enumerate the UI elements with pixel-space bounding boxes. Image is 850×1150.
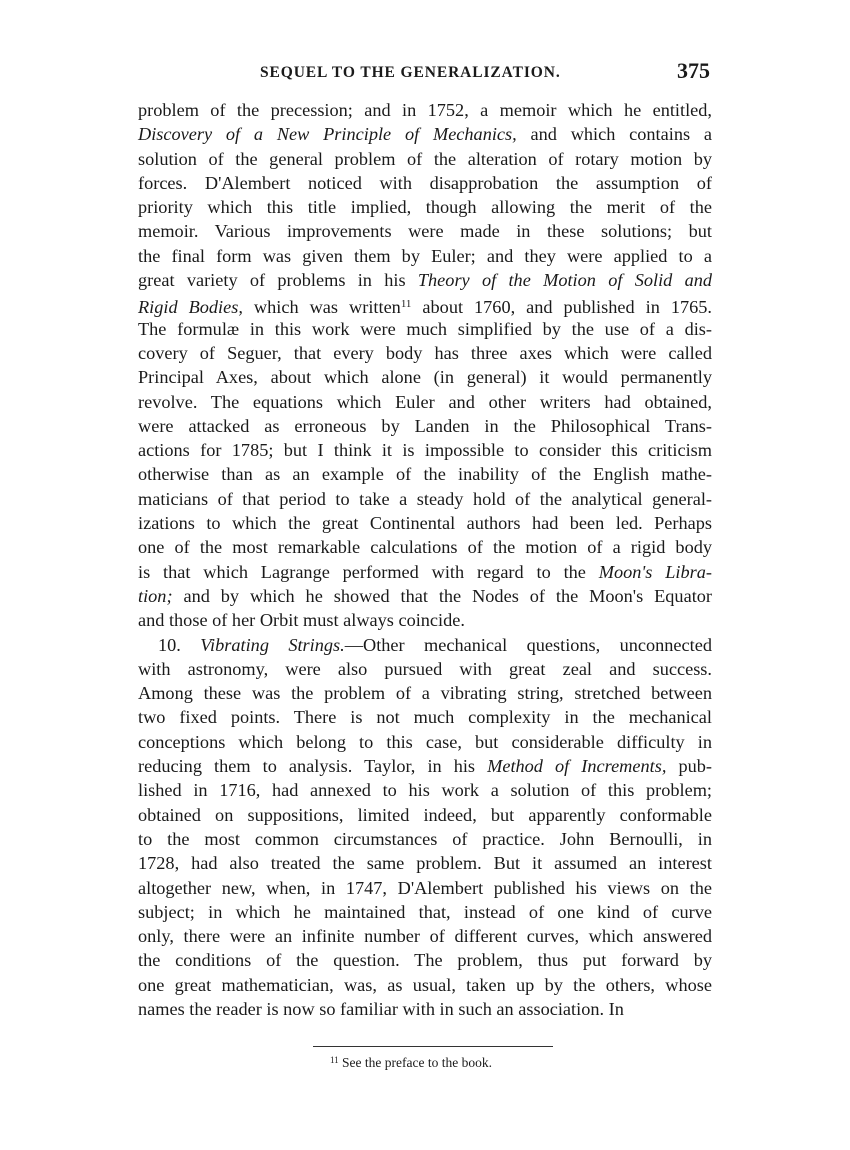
text-line [138, 560, 712, 584]
italic-text: Moon's Libra- [598, 561, 712, 582]
footnote [330, 1055, 492, 1071]
text-run: about 1760, and published in 1765. [411, 297, 712, 318]
text-run: forces. D'Alembert noticed with disapprobation the assumption of [138, 172, 712, 193]
text-line [138, 98, 712, 122]
text-run: revolve. The equations which Euler and other writers had obtained, [138, 391, 712, 412]
text-run: conceptions which belong to this case, but considerable difficulty in [138, 731, 712, 752]
text-run: were attacked as erroneous by Landen in the Philosophical Trans- [138, 415, 712, 436]
text-run: one of the most remarkable calculations of the motion of a rigid body [138, 537, 712, 558]
text-run: izations to which the great Continental authors had been led. Perhaps [138, 513, 712, 534]
italic-text: Vibrating Strings. [200, 634, 345, 655]
text-line [138, 681, 712, 705]
text-line [138, 997, 712, 1021]
text-line [138, 219, 712, 243]
text-run: the conditions of the question. The problem, thus put forward by [138, 950, 712, 971]
text-line [138, 147, 712, 171]
text-run: lished in 1716, had annexed to his work a solution of this problem; [138, 780, 712, 801]
text-line [138, 584, 712, 608]
text-run: solution of the general problem of the alteration of rotary motion by [138, 148, 712, 169]
text-line [138, 900, 712, 924]
text-line [138, 122, 712, 146]
text-run: reducing them to analysis. Taylor, in his [138, 756, 488, 777]
text-line [138, 973, 712, 997]
text-line [138, 268, 712, 292]
text-run: covery of Seguer, that every body has three axes which were called [138, 342, 712, 363]
text-line [138, 705, 712, 729]
text-line [138, 511, 712, 535]
text-line [138, 876, 712, 900]
text-line [138, 171, 712, 195]
text-run: altogether new, when, in 1747, D'Alembert published his views on the [138, 877, 712, 898]
footnote-reference: 11 [400, 298, 412, 311]
italic-text: Theory of the Motion of Solid and [417, 270, 712, 291]
text-run: obtained on suppositions, limited indeed, but apparently conformable [138, 804, 712, 825]
text-run: is that which Lagrange performed with regard to the [138, 561, 599, 582]
running-head: SEQUEL TO THE GENERALIZATION. [260, 64, 561, 81]
text-line [138, 487, 712, 511]
text-line [138, 924, 712, 948]
text-run: The formulæ in this work were much simplified by the use of a dis- [138, 318, 712, 339]
body-text [138, 98, 712, 1021]
text-line [138, 851, 712, 875]
text-run: to the most common circumstances of practice. John Bernoulli, in [138, 828, 712, 849]
text-line [138, 462, 712, 486]
text-run: and by which he showed that the Nodes of the Moon's Equator [172, 585, 712, 606]
italic-text: tion; [138, 585, 173, 606]
text-run: 10. [158, 634, 201, 655]
text-run: two fixed points. There is not much complexity in the mechanical [138, 707, 712, 728]
text-line [138, 633, 712, 657]
italic-text: Method of Increments, [487, 756, 667, 777]
text-line [138, 754, 712, 778]
text-line [138, 365, 712, 389]
text-run: which was written [242, 297, 401, 318]
italic-text: Discovery of a New Principle of Mechanics, [138, 124, 517, 145]
text-run: Among these was the problem of a vibrating string, stretched between [138, 683, 712, 704]
page-number: 375 [677, 58, 710, 83]
text-line [138, 341, 712, 365]
text-line [138, 390, 712, 414]
text-run: —Other mechanical questions, unconnected [344, 634, 712, 655]
text-line [138, 608, 712, 632]
text-run: Principal Axes, about which alone (in general) it would permanently [138, 367, 712, 388]
text-line [138, 657, 712, 681]
text-line [138, 244, 712, 268]
text-run: and those of her Orbit must always coincide. [138, 610, 465, 631]
text-line [138, 827, 712, 851]
page-header [138, 58, 712, 88]
text-run: pub- [666, 756, 712, 777]
text-line [138, 317, 712, 341]
text-run: and which contains a [516, 124, 712, 145]
text-run: memoir. Various improvements were made in these solutions; but [138, 221, 712, 242]
text-run: 1728, had also treated the same problem. But it assumed an interest [138, 853, 712, 874]
text-run: great variety of problems in his [138, 270, 418, 291]
text-line [138, 438, 712, 462]
text-line [138, 414, 712, 438]
footnote-text: See the preface to the book. [338, 1055, 492, 1070]
footnote-rule [313, 1046, 553, 1047]
text-run: the final form was given them by Euler; and they were applied to a [138, 245, 712, 266]
text-line [138, 730, 712, 754]
text-run: only, there were an infinite number of different curves, which answered [138, 926, 712, 947]
footnote-marker: 11 [330, 1055, 339, 1065]
text-line [138, 292, 712, 316]
text-run: with astronomy, were also pursued with great zeal and success. [138, 658, 712, 679]
text-line [138, 778, 712, 802]
text-line [138, 803, 712, 827]
text-run: maticians of that period to take a steady hold of the analytical general- [138, 488, 712, 509]
text-run: actions for 1785; but I think it is impossible to consider this criticism [138, 440, 712, 461]
text-run: names the reader is now so familiar with in such an association. In [138, 998, 624, 1019]
italic-text: Rigid Bodies, [138, 297, 243, 318]
text-run: subject; in which he maintained that, instead of one kind of curve [138, 901, 712, 922]
text-run: problem of the precession; and in 1752, a memoir which he entitled, [138, 100, 712, 120]
text-run: priority which this title implied, though allowing the merit of the [138, 197, 712, 218]
text-line [138, 948, 712, 972]
text-run: otherwise than as an example of the inability of the English mathe- [138, 464, 712, 485]
text-run: one great mathematician, was, as usual, taken up by the others, whose [138, 974, 712, 995]
text-line [138, 195, 712, 219]
text-line [138, 535, 712, 559]
